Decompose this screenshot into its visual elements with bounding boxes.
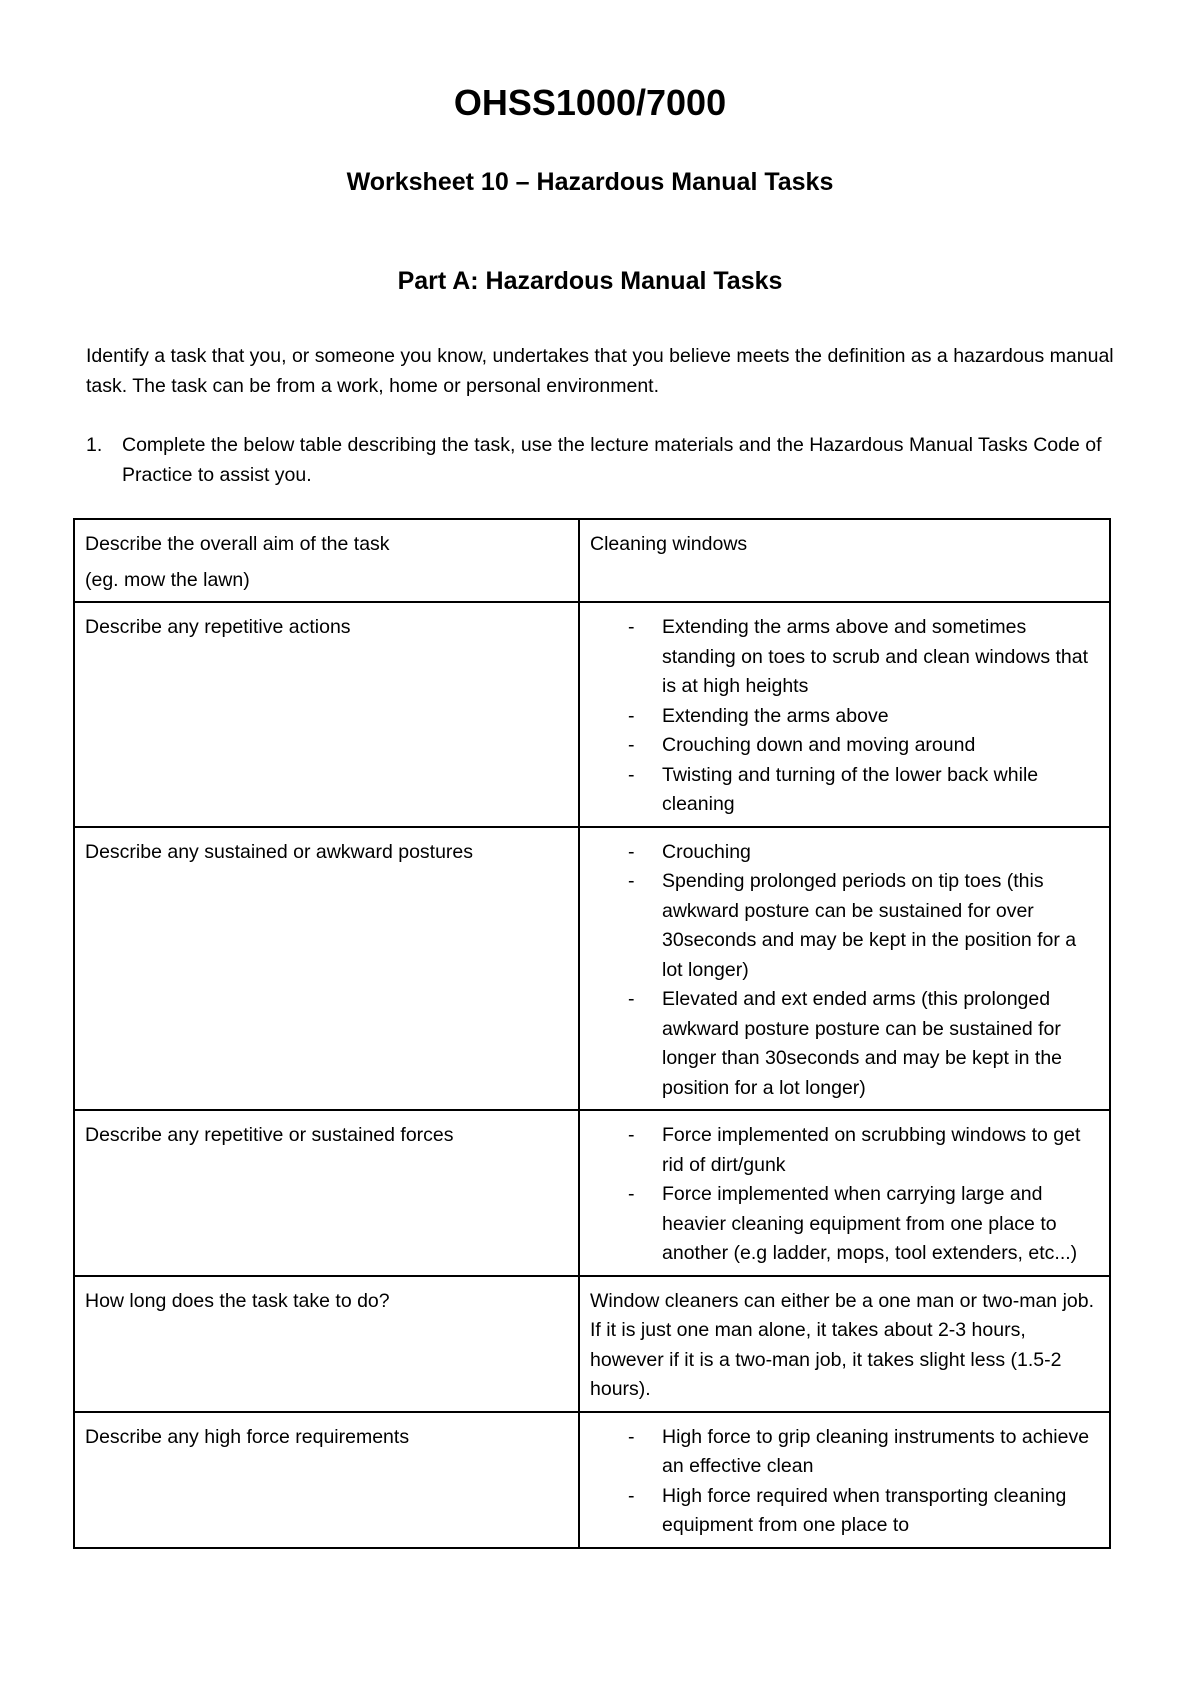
row-answer-cell [579,1110,1110,1276]
row-label: Describe the overall aim of the task [85,533,390,555]
task-description-table [73,518,1111,1549]
bullet-item [628,838,1099,868]
bullet-item [628,1482,1099,1541]
question-1 [86,430,1126,490]
row-answer-text: Window cleaners can either be a one man or two-man job. If it is just one man alone, it takes about 2-3 hours, however if it is a two-man job, it takes slight less (1.5-2 hours). [590,1289,1095,1400]
bullet-item [628,613,1099,702]
row-label: Describe any repetitive actions [85,616,351,638]
row-label-cell [74,602,579,827]
row-label: Describe any sustained or awkward postures [85,840,474,863]
bullet-text: High force required when transporting cleaning equipment from one place to [662,1484,1067,1536]
row-label-cell [74,827,579,1111]
dash-bullet-marker: - [628,840,635,863]
table-row-task-duration [74,1276,1110,1412]
bullet-text: Twisting and turning of the lower back while cleaning [662,763,1039,815]
bullet-text: Spending prolonged periods on tip toes (this awkward posture can be sustained for over 30seconds and may be kept in the position for a lot longer) [662,870,1077,981]
bullet-item [628,702,1099,732]
row-label: How long does the task take to do? [85,1289,390,1312]
bullet-item [628,985,1099,1103]
bullet-list [590,1121,1099,1269]
dash-bullet-marker: - [628,616,635,638]
bullet-text: Extending the arms above and sometimes standing on toes to scrub and clean windows that is at high heights [662,616,1089,697]
bullet-text: High force to grip cleaning instruments to achieve an effective clean [662,1425,1090,1477]
row-label-cell [74,1412,579,1548]
dash-bullet-marker: - [628,988,635,1010]
bullet-list [590,838,1099,1104]
part-title: Part A: Hazardous Manual Tasks [397,267,783,295]
dash-bullet-marker: - [628,704,635,727]
row-answer-cell [579,1276,1110,1412]
bullet-item [628,731,1099,761]
question-text: Complete the below table describing the task, use the lecture materials and the Hazardous Manual Tasks Code of Practice to assist you. [122,434,1102,486]
table-row-task-aim [74,519,1110,602]
question-number: 1. [86,434,103,456]
bullet-list [590,613,1099,820]
dash-bullet-marker: - [628,763,635,786]
row-sublabel: (eg. mow the lawn) [85,568,250,591]
row-label-cell [74,1110,579,1276]
table-row-awkward-postures [74,827,1110,1111]
bullet-text: Force implemented on scrubbing windows to get rid of dirt/gunk [662,1124,1081,1176]
bullet-text: Crouching [662,840,751,863]
bullet-item [628,867,1099,985]
table-row-high-force [74,1412,1110,1548]
dash-bullet-marker: - [628,734,635,756]
bullet-item [628,1423,1099,1482]
bullet-item [628,1121,1099,1180]
table-row-sustained-forces [74,1110,1110,1276]
dash-bullet-marker: - [628,1183,635,1205]
dash-bullet-marker: - [628,1425,635,1448]
worksheet-title: Worksheet 10 – Hazardous Manual Tasks [346,168,834,196]
bullet-text: Force implemented when carrying large and heavier cleaning equipment from one place to another (e.g ladder, mops, tool extenders, etc...) [662,1183,1078,1264]
dash-bullet-marker: - [628,1484,635,1507]
bullet-item [628,761,1099,820]
row-label: Describe any repetitive or sustained forces [85,1124,454,1146]
course-code-title: OHSS1000/7000 [453,82,727,123]
intro-paragraph: Identify a task that you, or someone you know, undertakes that you believe meets the definition as a hazardous manual task. The task can be from a work, home or personal environment. [86,345,1114,397]
row-answer-cell [579,519,1110,602]
bullet-text: Elevated and ext ended arms (this prolonged awkward posture posture can be sustained for longer than 30seconds and may be kept in the position for a lot longer) [662,988,1063,1099]
bullet-item [628,1180,1099,1269]
bullet-text: Extending the arms above [662,704,889,727]
row-answer-cell [579,827,1110,1111]
row-answer-cell [579,602,1110,827]
dash-bullet-marker: - [628,870,635,892]
dash-bullet-marker: - [628,1124,635,1146]
row-answer-cell [579,1412,1110,1548]
bullet-list [590,1423,1099,1541]
table-row-repetitive-actions [74,602,1110,827]
row-label-cell [74,519,579,602]
row-answer-text: Cleaning windows [590,533,748,555]
row-label-cell [74,1276,579,1412]
row-label: Describe any high force requirements [85,1425,410,1448]
bullet-text: Crouching down and moving around [662,734,976,756]
